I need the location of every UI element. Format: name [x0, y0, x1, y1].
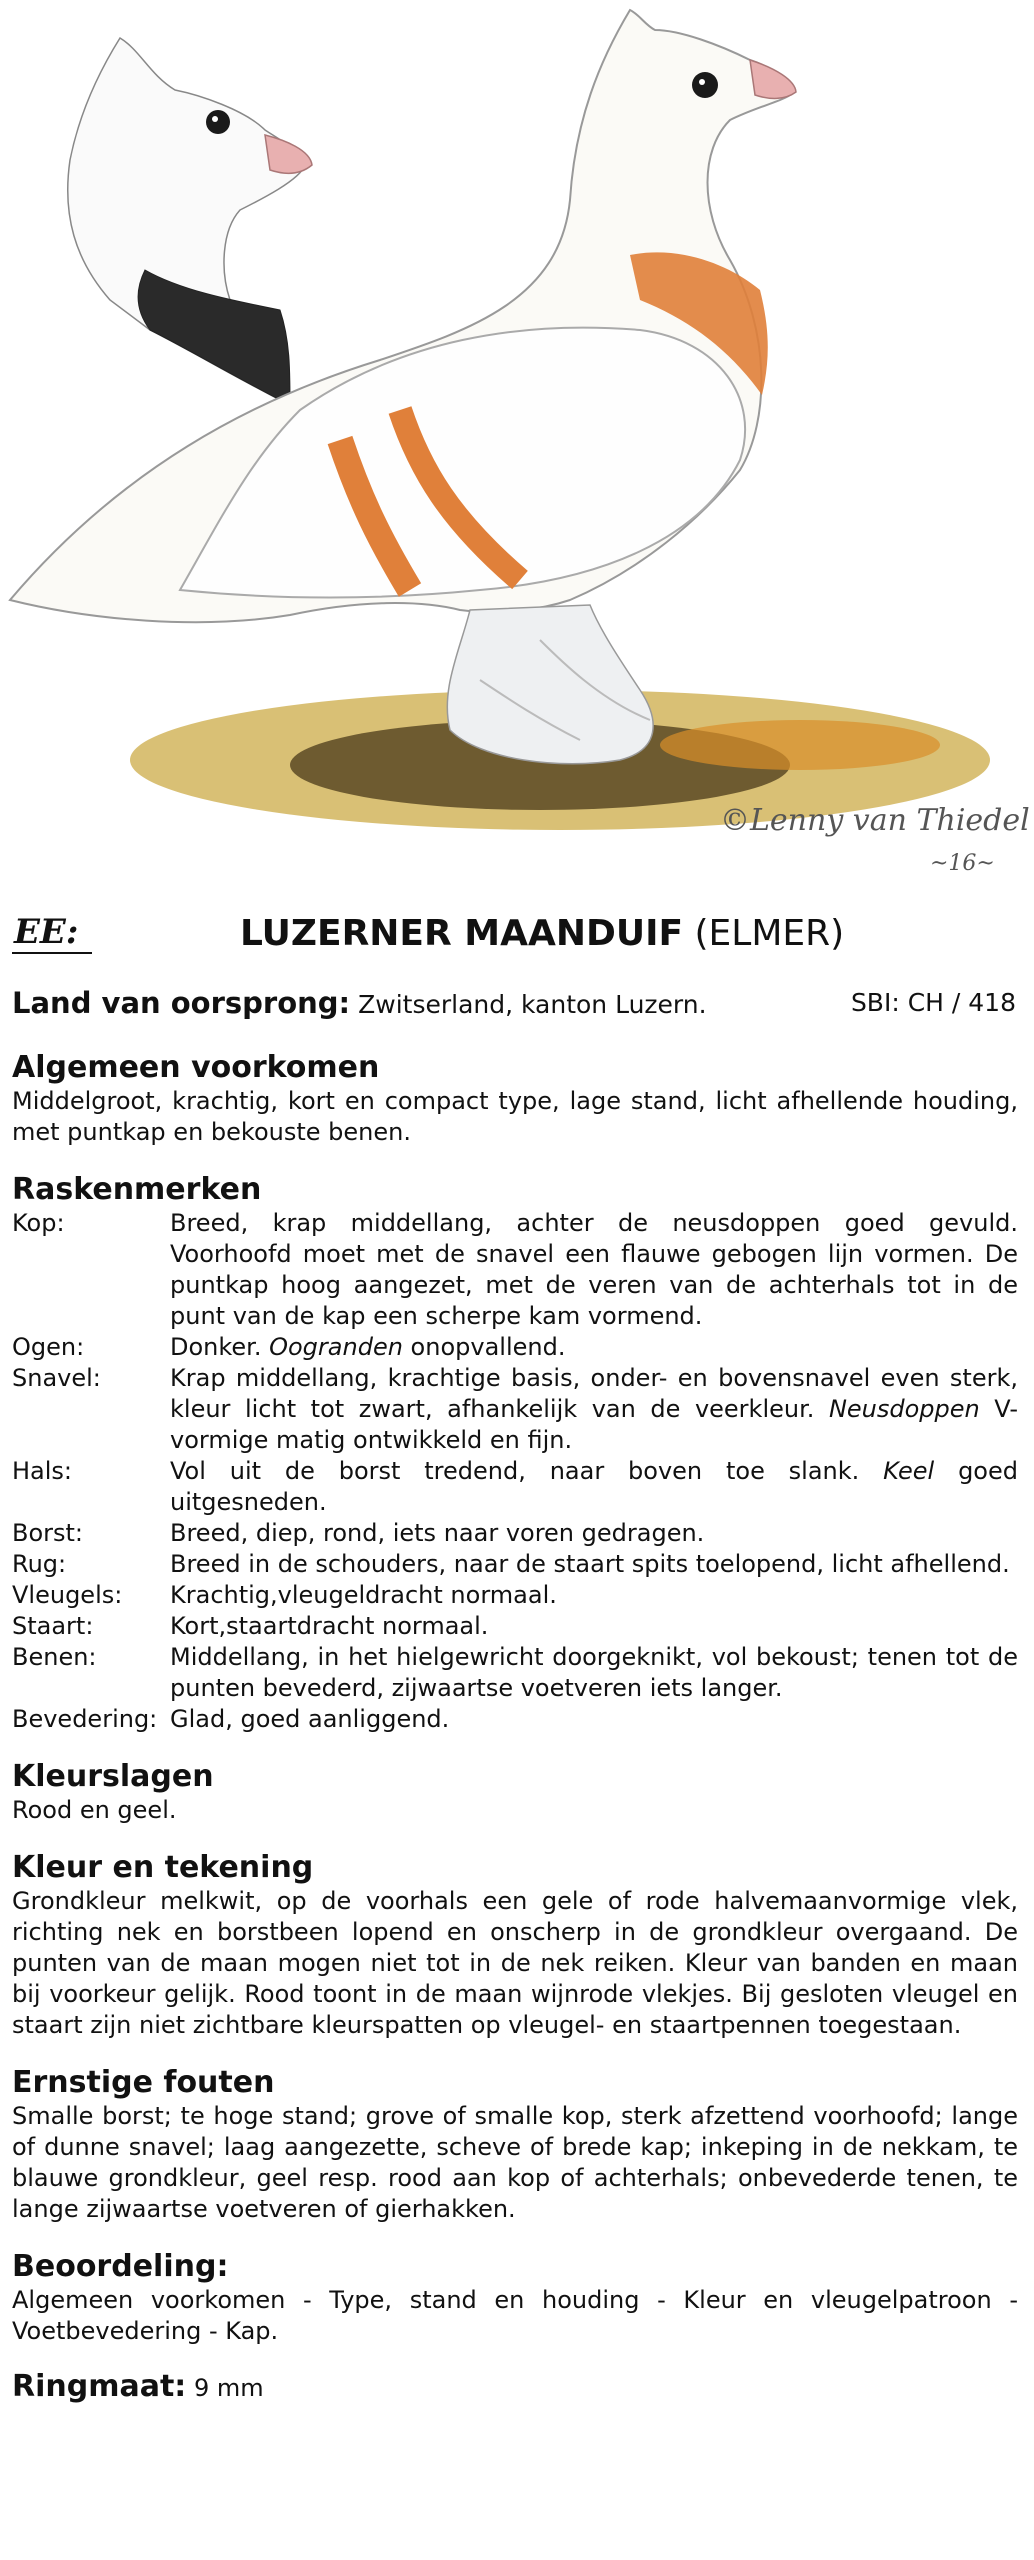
trait-text: Breed in de schouders, naar de staart spits toelopend, licht afhellend.: [170, 1550, 1010, 1578]
trait-label: Staart:: [12, 1612, 94, 1640]
section-heading: Raskenmerken: [12, 1172, 262, 1207]
trait-text: Vol uit de borst tredend, naar boven toe slank. Keel goed uitgesneden.: [170, 1457, 1018, 1516]
trait-label: Benen:: [12, 1643, 97, 1671]
section-heading: Ernstige fouten: [12, 2065, 275, 2100]
trait-text: Middellang, in het hielgewricht doorgeknikt, vol bekoust; tenen tot de punten bevederd, zijwaartse voetveren iets langer.: [170, 1643, 1018, 1702]
trait-label: Borst:: [12, 1519, 84, 1547]
trait-text: Breed, krap middellang, achter de neusdoppen goed gevuld. Voorhoofd moet met de snavel een flauwe gebogen lijn vormen. De puntkap hoog aangezet, met de veren van de achterhals tot in de punt van de kap een scherpe kam vormend.: [170, 1209, 1018, 1330]
trait-row: [12, 1456, 1018, 1518]
ring-value: 9 mm: [193, 2374, 264, 2402]
trait-label: Bevedering:: [12, 1705, 158, 1733]
sbi-code: SBI: CH / 418: [850, 988, 1016, 1017]
trait-text: Breed, diep, rond, iets naar voren gedragen.: [170, 1519, 705, 1547]
traits-table: [12, 1208, 1018, 1735]
section-text: Smalle borst; te hoge stand; grove of smalle kop, sterk afzettend voorhoofd; lange of dunne snavel; laag aangezette, scheve of brede kap; inkeping in de nekkam, te blauwe grondkleur, geel resp. rood aan kop of achterhals; onbevederde tenen, te lange zijwaartse voetveren of gierhakken.: [12, 2102, 1018, 2223]
trait-label: Hals:: [12, 1457, 73, 1485]
trait-row: [12, 1642, 1018, 1704]
inset-head-drawing: [68, 38, 312, 405]
trait-row: [12, 1549, 1018, 1580]
section-heading: Beoordeling:: [12, 2249, 229, 2284]
trait-label: Kop:: [12, 1209, 65, 1237]
trait-text: Krachtig,vleugeldracht normaal.: [170, 1581, 557, 1609]
section-heading: Kleurslagen: [12, 1759, 214, 1794]
trait-label: Snavel:: [12, 1364, 101, 1392]
section-heading: Algemeen voorkomen: [12, 1050, 380, 1085]
section-marking: [12, 1850, 1018, 2041]
trait-label: Ogen:: [12, 1333, 85, 1361]
section-text: Rood en geel.: [12, 1796, 177, 1824]
section-text: Middelgroot, krachtig, kort en compact type, lage stand, licht afhellende houding, met puntkap en bekouste benen.: [12, 1087, 1018, 1146]
trait-row: [12, 1363, 1018, 1456]
trait-row: [12, 1518, 1018, 1549]
trait-row: [12, 1611, 1018, 1642]
breed-code: EE:: [12, 912, 92, 954]
section-text: Grondkleur melkwit, op de voorhals een gele of rode halvemaanvormige vlek, richting nek en borstbeen lopend en onscherp in de grondkleur overgaand. De punten van de maan mogen niet tot in de nek reiken. Kleur van banden en maan bij voorkeur gelijk. Rood toont in de maan wijnrode vlekjes. Bij gesloten vleugel en staart zijn niet zichtbare kleurspatten op vleugel- en staartpennen toegestaan.: [12, 1887, 1018, 2039]
trait-label: Vleugels:: [12, 1581, 123, 1609]
trait-text: Krap middellang, krachtige basis, onder- en bovensnavel even sterk, kleur licht tot zwart, afhankelijk van de veerkleur. Neusdoppen V-vormige matig ontwikkeld en fijn.: [170, 1364, 1018, 1454]
section-colors: [12, 1759, 1018, 1826]
origin-label: Land van oorsprong:: [12, 986, 351, 1020]
section-judging: [12, 2249, 1018, 2347]
trait-row: [12, 1332, 1018, 1363]
section-faults: [12, 2065, 1018, 2225]
trait-row: [12, 1704, 1018, 1735]
breed-alt-name: (ELMER): [694, 913, 845, 954]
section-text: Algemeen voorkomen - Type, stand en houding - Kleur en vleugelpatroon - Voetbevedering - Kap.: [12, 2286, 1018, 2345]
section-heading: Kleur en tekening: [12, 1850, 314, 1885]
section-general: [12, 1050, 1018, 1148]
trait-text: Glad, goed aanliggend.: [170, 1705, 450, 1733]
breed-name: LUZERNER MAANDUIF: [240, 913, 684, 954]
signature-year: ~16~: [930, 851, 995, 876]
trait-text: Kort,staartdracht normaal.: [170, 1612, 489, 1640]
origin-line: [12, 986, 1016, 1022]
ring-label: Ringmaat:: [12, 2369, 187, 2404]
trait-row: [12, 1580, 1018, 1611]
signature: ©Lenny van Thiedel: [720, 803, 1030, 838]
trait-label: Rug:: [12, 1550, 67, 1578]
origin-value: Zwitserland, kanton Luzern.: [358, 990, 707, 1019]
ring-size: [12, 2371, 1018, 2404]
section-features: [12, 1172, 1018, 1735]
pigeon-illustration: [0, 0, 1034, 900]
page-title: [240, 912, 844, 956]
standard-content: [12, 1050, 1018, 2404]
trait-row: [12, 1208, 1018, 1332]
trait-text: Donker. Oogranden onopvallend.: [170, 1333, 566, 1361]
